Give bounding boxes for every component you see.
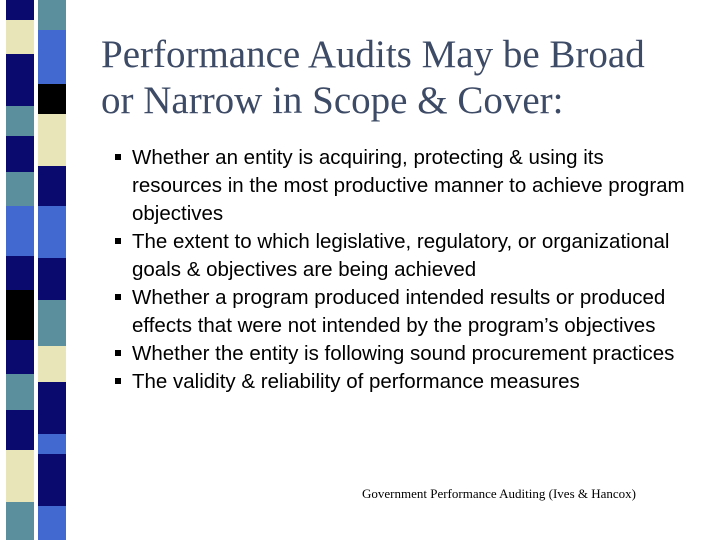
stripe-block <box>6 136 34 172</box>
stripe-block <box>38 84 66 114</box>
stripe-block <box>38 258 66 300</box>
square-bullet-icon <box>115 154 121 160</box>
stripe-block <box>38 166 66 206</box>
square-bullet-icon <box>115 294 121 300</box>
bullet-text: The validity & reliability of performance measures <box>132 370 580 393</box>
stripe-column-right <box>38 0 66 540</box>
stripe-block <box>6 502 34 540</box>
stripe-block <box>6 106 34 136</box>
source-citation: Government Performance Auditing (Ives & Hancox) <box>362 486 637 501</box>
stripe-block <box>38 506 66 540</box>
square-bullet-icon <box>115 378 121 384</box>
bullet-list <box>112 144 692 396</box>
stripe-block <box>6 172 34 206</box>
bullet-item <box>112 368 692 396</box>
bullet-text: The extent to which legislative, regulatory, or organizational goals & objectives are being achieved <box>132 230 670 281</box>
stripe-block <box>38 114 66 166</box>
bullet-item <box>112 340 692 368</box>
stripe-block <box>38 300 66 346</box>
stripe-block <box>6 54 34 106</box>
square-bullet-icon <box>115 238 121 244</box>
stripe-column-left <box>6 0 34 540</box>
stripe-block <box>38 454 66 506</box>
stripe-block <box>6 256 34 290</box>
stripe-block <box>38 434 66 454</box>
stripe-block <box>38 30 66 84</box>
stripe-block <box>6 410 34 450</box>
stripe-block <box>38 0 66 30</box>
stripe-block <box>38 346 66 382</box>
bullet-text: Whether a program produced intended results or produced effects that were not intended by the program’s objectives <box>132 286 666 337</box>
stripe-block <box>6 206 34 256</box>
stripe-block <box>38 206 66 258</box>
stripe-block <box>6 0 34 20</box>
square-bullet-icon <box>115 350 121 356</box>
stripe-block <box>6 450 34 502</box>
stripe-block <box>6 20 34 54</box>
bullet-item <box>112 284 692 340</box>
bullet-item <box>112 144 692 228</box>
stripe-block <box>6 290 34 340</box>
stripe-block <box>6 340 34 374</box>
stripe-block <box>6 374 34 410</box>
bullet-text: Whether the entity is following sound procurement practices <box>132 342 675 365</box>
slide-title: Performance Audits May be Broad or Narrow in Scope & Cover: <box>101 33 645 122</box>
bullet-text: Whether an entity is acquiring, protecting & using its resources in the most productive manner to achieve program objectives <box>132 146 685 225</box>
stripe-block <box>38 382 66 434</box>
bullet-item <box>112 228 692 284</box>
